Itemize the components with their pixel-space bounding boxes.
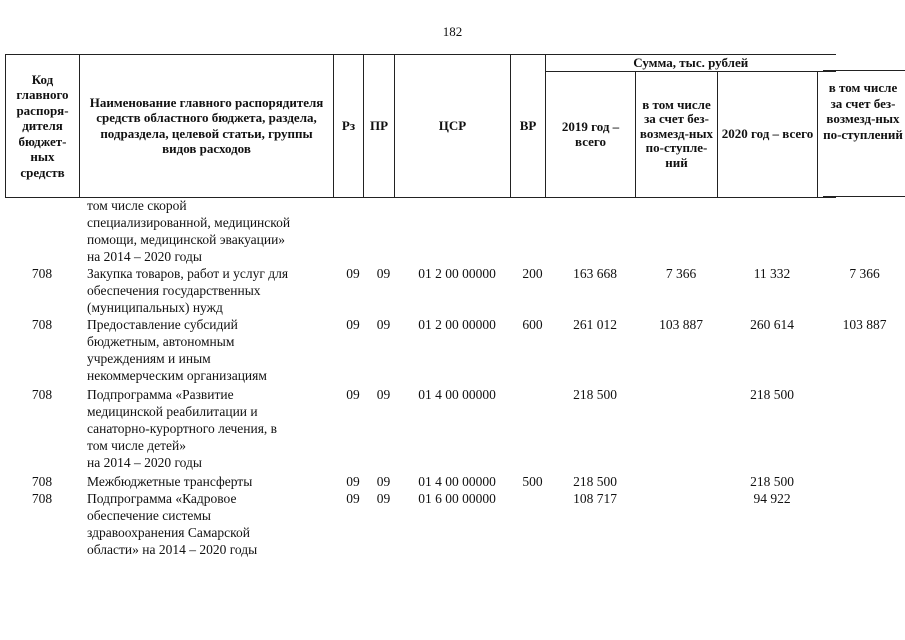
row-rz: 09 <box>346 491 360 506</box>
header-sum: Сумма, тыс. рублей <box>546 55 836 72</box>
row-csr: 01 2 00 00000 <box>418 317 496 332</box>
row-name: Подпрограмма «Кадровое обеспечение системы здравоохранения Самарской области» на 2014 – 2020 годы <box>87 491 258 557</box>
row-pr: 09 <box>376 317 391 332</box>
row-2020-total: 218 500 <box>750 474 794 489</box>
header-2020-total: 2020 год – всего <box>718 71 818 197</box>
row-pr: 09 <box>376 491 391 506</box>
row-2020-total: 94 922 <box>753 491 791 506</box>
row-vr: 500 <box>522 474 543 489</box>
row-2019-total: 218 500 <box>573 474 617 489</box>
row-2019-total: 108 717 <box>573 491 617 506</box>
row-rz: 09 <box>346 474 360 489</box>
row-pr: 09 <box>376 266 391 281</box>
row-csr: 01 4 00 00000 <box>418 387 496 402</box>
row-code: 708 <box>31 317 53 332</box>
header-2019-free: в том числе за счет без-возмезд-ных по-ступле-ний <box>636 71 718 197</box>
row-csr: 01 4 00 00000 <box>418 474 496 489</box>
row-2019-total: 163 668 <box>573 266 617 281</box>
row-name: Межбюджетные трансферты <box>87 474 253 489</box>
table-header <box>5 54 836 198</box>
row-code: 708 <box>31 491 53 506</box>
row-code: 708 <box>31 266 53 281</box>
row-2020-total: 11 332 <box>753 266 791 281</box>
row-2019-free: 103 887 <box>659 317 703 332</box>
header-rz: Рз <box>334 55 364 198</box>
header-code: Код главного распоря-дителя бюджет-ных средств <box>6 55 80 198</box>
row-2020-free: 103 887 <box>842 317 887 332</box>
header-name: Наименование главного распорядителя средств областного бюджета, раздела, подраздела, целевой статьи, группы видов расходов <box>80 55 334 198</box>
row-2020-total: 260 614 <box>750 317 794 332</box>
continuation-text: том числе скорой специализированной, медицинской помощи, медицинской эвакуации» на 2014 – 2020 годы <box>87 198 291 264</box>
row-vr: 200 <box>522 266 543 281</box>
row-vr: 600 <box>522 317 543 332</box>
row-name: Закупка товаров, работ и услуг для обеспечения государственных (муниципальных) нужд <box>87 266 289 315</box>
row-code: 708 <box>31 474 53 489</box>
row-2019-total: 261 012 <box>573 317 617 332</box>
header-csr: ЦСР <box>395 55 511 198</box>
header-2019-total: 2019 год – всего <box>546 71 636 197</box>
row-rz: 09 <box>346 387 360 402</box>
row-rz: 09 <box>346 266 360 281</box>
row-csr: 01 2 00 00000 <box>418 266 496 281</box>
row-2020-total: 218 500 <box>750 387 794 402</box>
row-pr: 09 <box>376 387 391 402</box>
row-name: Предоставление субсидий бюджетным, автономным учреждениям и иным некоммерческим организациям <box>87 317 267 383</box>
row-2019-total: 218 500 <box>573 387 617 402</box>
row-name: Подпрограмма «Развитие медицинской реабилитации и санаторно-курортного лечения, в том числе детей» на 2014 – 2020 годы <box>87 387 278 470</box>
row-code: 708 <box>31 387 53 402</box>
row-pr: 09 <box>376 474 391 489</box>
header-2020-free: в том числе за счет без-возмезд-ных по-ступлений <box>823 80 903 142</box>
page-number: 182 <box>442 24 463 39</box>
row-2019-free: 7 366 <box>665 266 697 281</box>
row-csr: 01 6 00 00000 <box>418 491 496 506</box>
row-2020-free: 7 366 <box>849 266 880 281</box>
row-rz: 09 <box>346 317 360 332</box>
header-pr: ПР <box>364 55 395 198</box>
header-vr: ВР <box>511 55 546 198</box>
